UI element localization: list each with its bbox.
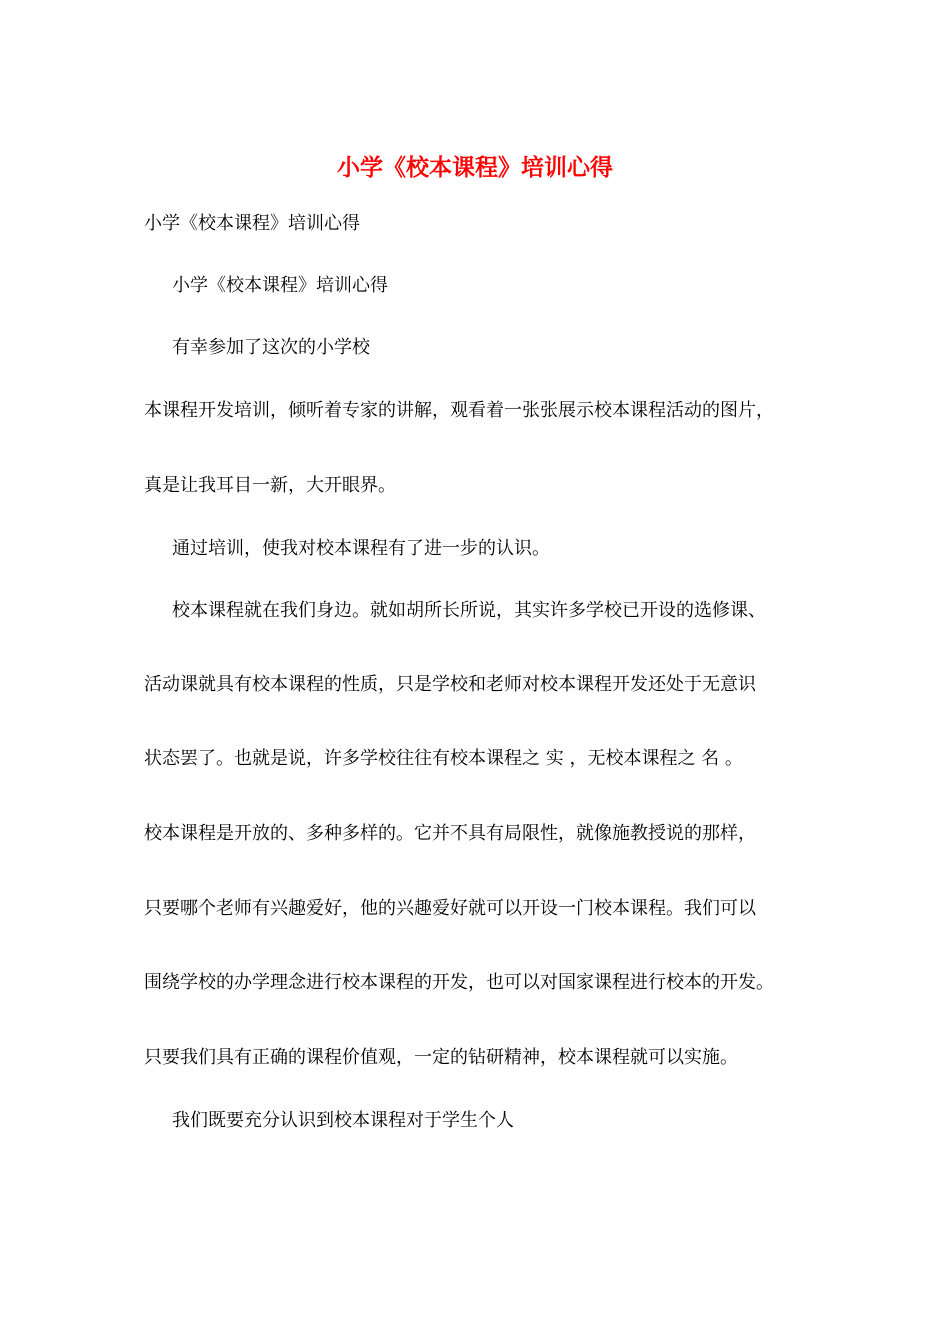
paragraph-line: 状态罢了。也就是说，许多学校往往有校本课程之 实 ，无校本课程之 名 。 <box>144 748 743 769</box>
paragraph-line: 活动课就具有校本课程的性质，只是学校和老师对校本课程开发还处于无意识 <box>144 674 756 695</box>
paragraph-line: 小学《校本课程》培训心得 <box>144 213 360 234</box>
paragraph-line: 只要我们具有正确的课程价值观，一定的钻研精神，校本课程就可以实施。 <box>144 1047 738 1068</box>
paragraph-line: 通过培训，使我对校本课程有了进一步的认识。 <box>172 538 550 559</box>
paragraph-line: 只要哪个老师有兴趣爱好，他的兴趣爱好就可以开设一门校本课程。我们可以 <box>144 898 756 919</box>
paragraph-line: 校本课程是开放的、多种多样的。它并不具有局限性，就像施教授说的那样， <box>144 823 756 844</box>
paragraph-line: 真是让我耳目一新，大开眼界。 <box>144 475 396 496</box>
document-title: 小学《校本课程》培训心得 <box>337 154 613 181</box>
paragraph-line: 有幸参加了这次的小学校 <box>172 337 370 358</box>
paragraph-line: 校本课程就在我们身边。就如胡所长所说，其实许多学校已开设的选修课、 <box>172 600 766 621</box>
paragraph-line: 本课程开发培训，倾听着专家的讲解，观看着一张张展示校本课程活动的图片， <box>144 400 774 421</box>
paragraph-line: 围绕学校的办学理念进行校本课程的开发，也可以对国家课程进行校本的开发。 <box>144 972 774 993</box>
paragraph-line: 小学《校本课程》培训心得 <box>172 275 388 296</box>
paragraph-line: 我们既要充分认识到校本课程对于学生个人 <box>172 1110 514 1131</box>
